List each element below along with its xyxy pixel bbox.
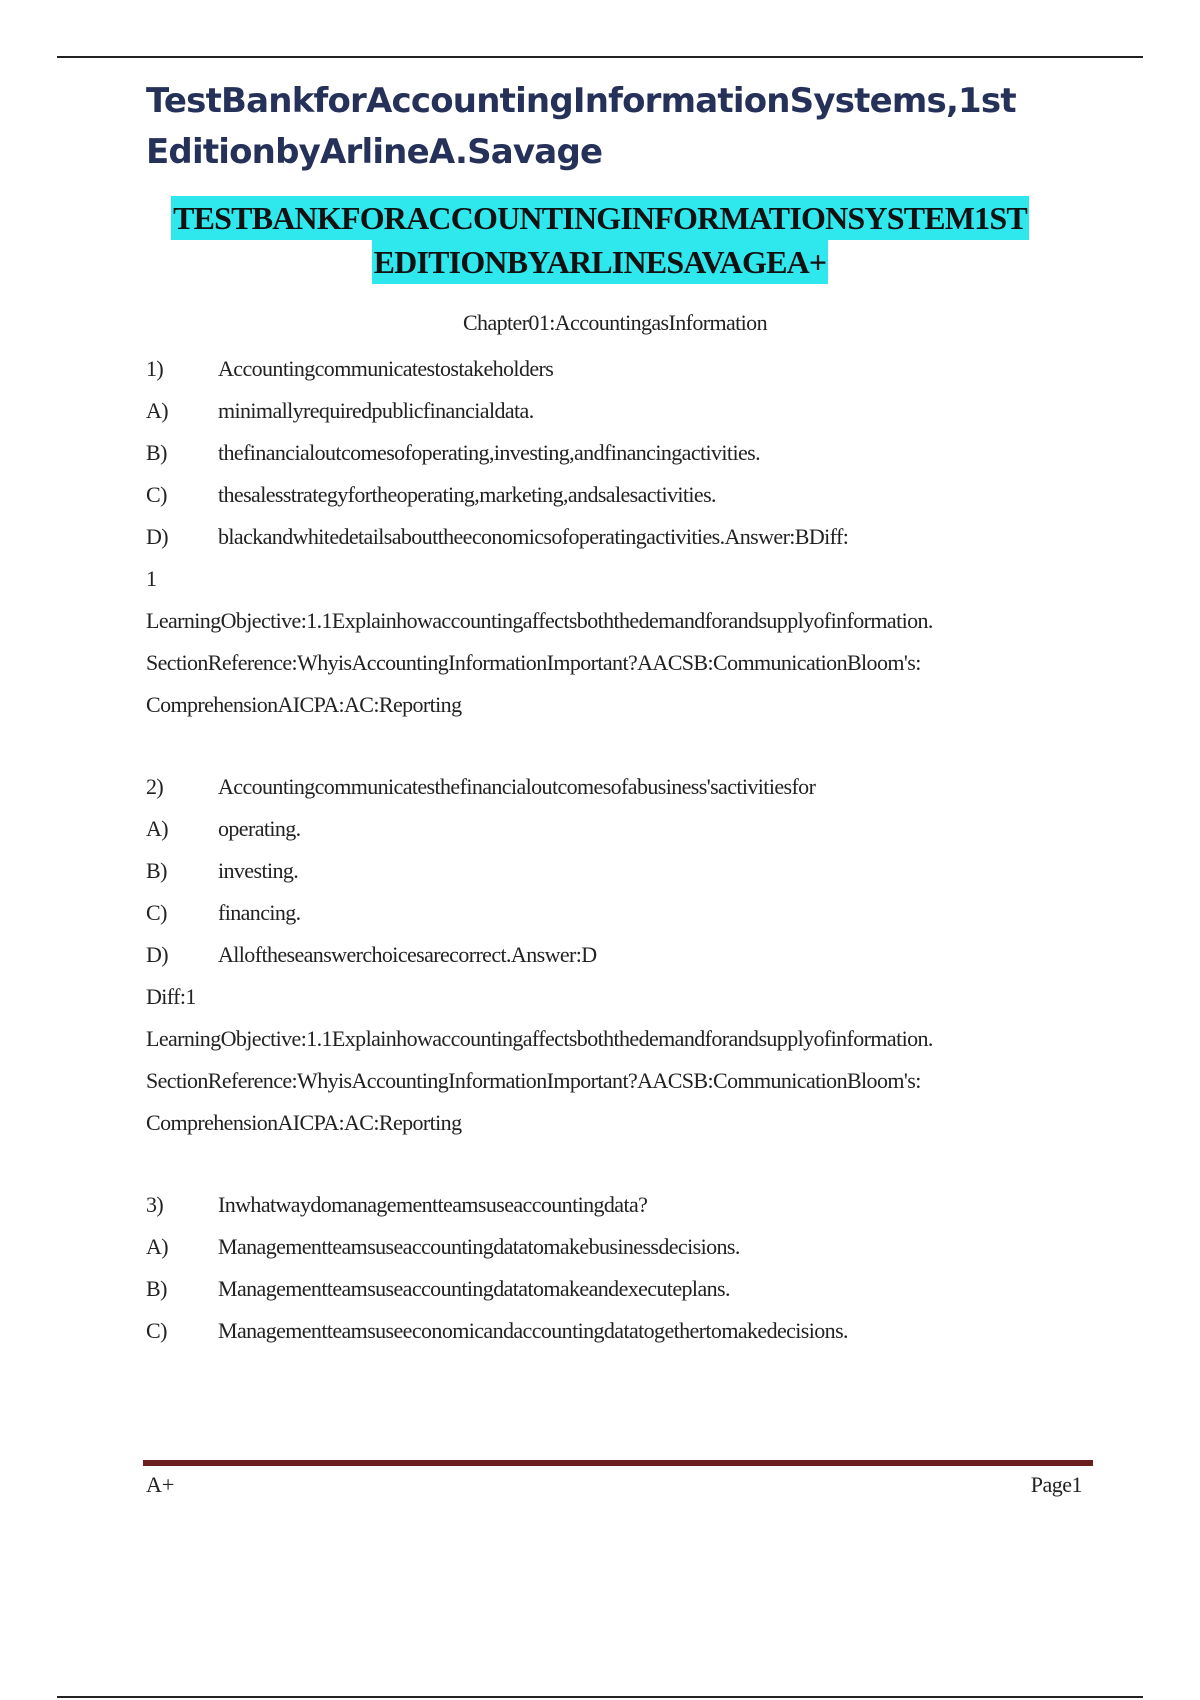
question-metadata-line: ComprehensionAICPA:AC:Reporting (146, 1110, 462, 1135)
option-text: blackandwhitedetailsabouttheeconomicsofoperatingactivities.Answer:BDiff: (218, 524, 849, 549)
question-spacer (146, 726, 1096, 766)
answer-option (146, 850, 1096, 892)
answer-option (146, 1310, 1096, 1352)
option-text: operating. (218, 816, 301, 841)
option-text: minimallyrequiredpublicfinancialdata. (218, 398, 534, 423)
option-text: Managementteamsuseeconomicandaccountingdatatogethertomakedecisions. (218, 1318, 848, 1343)
top-rule (57, 56, 1143, 58)
highlight-line-1: TESTBANKFORACCOUNTINGINFORMATIONSYSTEM1ST (171, 196, 1029, 240)
answer-option (146, 474, 1096, 516)
option-text: Managementteamsuseaccountingdatatomakebusinessdecisions. (218, 1234, 740, 1259)
option-letter: C) (146, 900, 167, 925)
option-text: financing. (218, 900, 301, 925)
question-metadata-line: SectionReference:WhyisAccountingInformationImportant?AACSB:CommunicationBloom's: (146, 1068, 921, 1093)
question-metadata-line: LearningObjective:1.1Explainhowaccountingaffectsboththedemandforandsupplyofinformation. (146, 1026, 933, 1051)
highlighted-heading (140, 196, 1060, 284)
option-text: thefinancialoutcomesofoperating,investing,andfinancingactivities. (218, 440, 760, 465)
question-text: Inwhatwaydomanagementteamsuseaccountingdata? (218, 1192, 648, 1217)
question-metadata-line: SectionReference:WhyisAccountingInformationImportant?AACSB:CommunicationBloom's: (146, 650, 921, 675)
option-letter: D) (146, 524, 169, 549)
answer-option (146, 1226, 1096, 1268)
question-number: 3) (146, 1192, 164, 1217)
title-line-1: TestBankforAccountingInformationSystems,1st (146, 81, 1016, 121)
answer-option (146, 390, 1096, 432)
question-block (146, 348, 1096, 726)
option-letter: B) (146, 1276, 167, 1301)
title-line-2: EditionbyArlineA.Savage (146, 132, 603, 172)
highlight-line-2: EDITIONBYARLINESAVAGEA+ (372, 240, 829, 284)
footer-left-text: A+ (146, 1472, 175, 1497)
option-letter: A) (146, 1234, 169, 1259)
answer-option (146, 516, 1096, 558)
question-text: Accountingcommunicatestostakeholders (218, 356, 554, 381)
question-spacer (146, 1144, 1096, 1184)
question-metadata-line: ComprehensionAICPA:AC:Reporting (146, 692, 462, 717)
question-block (146, 766, 1096, 1144)
answer-option (146, 892, 1096, 934)
option-text: Managementteamsuseaccountingdatatomakeandexecuteplans. (218, 1276, 730, 1301)
option-letter: D) (146, 942, 169, 967)
answer-option (146, 808, 1096, 850)
footer-rule (143, 1460, 1093, 1466)
question-text: Accountingcommunicatesthefinancialoutcomesofabusiness'sactivitiesfor (218, 774, 816, 799)
option-letter: A) (146, 398, 169, 423)
document-title (146, 76, 1106, 178)
questions-list (146, 348, 1096, 1352)
option-text: thesalesstrategyfortheoperating,marketing,andsalesactivities. (218, 482, 716, 507)
option-letter: B) (146, 440, 167, 465)
answer-option (146, 1268, 1096, 1310)
option-text: investing. (218, 858, 299, 883)
page-number: Page1 (1030, 1472, 1082, 1497)
question-number: 1) (146, 356, 164, 381)
question-metadata-line: Diff:1 (146, 984, 196, 1009)
answer-option (146, 432, 1096, 474)
option-text: Alloftheseanswerchoicesarecorrect.Answer:D (218, 942, 597, 967)
option-letter: B) (146, 858, 167, 883)
option-letter: C) (146, 1318, 167, 1343)
question-metadata-line: 1 (146, 566, 157, 591)
question-block (146, 1184, 1096, 1352)
question-row (146, 766, 1096, 808)
question-metadata-line: LearningObjective:1.1Explainhowaccountingaffectsboththedemandforandsupplyofinformation. (146, 608, 933, 633)
chapter-heading: Chapter01:AccountingasInformation (462, 310, 767, 335)
question-number: 2) (146, 774, 164, 799)
answer-option (146, 934, 1096, 976)
option-letter: A) (146, 816, 169, 841)
bottom-page-rule (57, 1696, 1143, 1698)
option-letter: C) (146, 482, 167, 507)
question-row (146, 348, 1096, 390)
question-row (146, 1184, 1096, 1226)
